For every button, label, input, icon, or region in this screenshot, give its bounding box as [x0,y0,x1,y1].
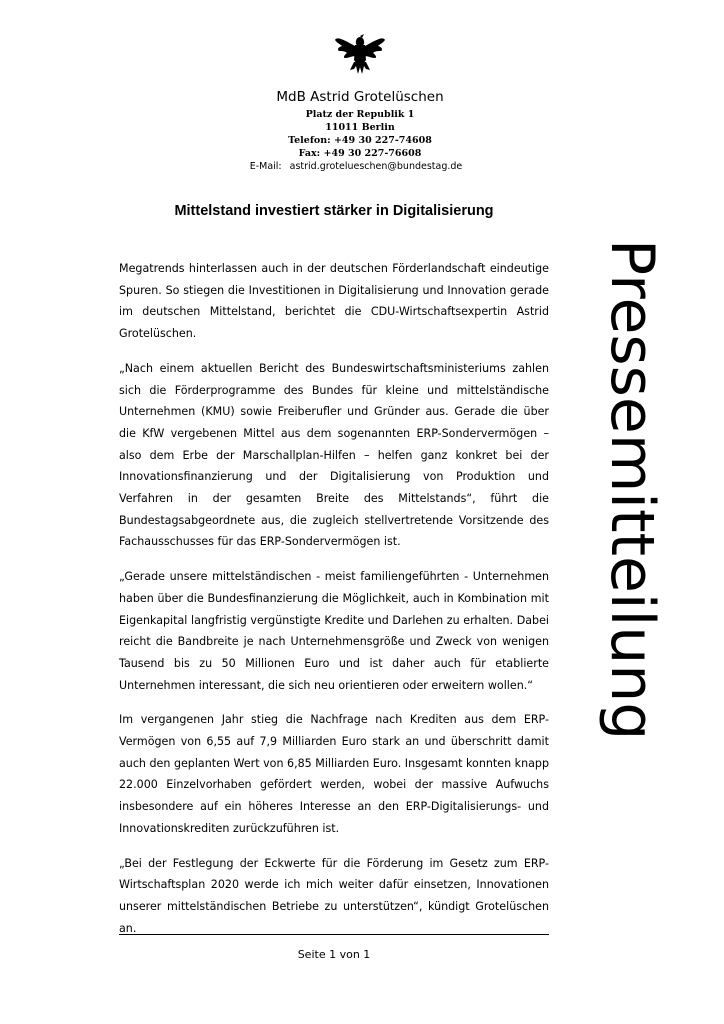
paragraph: „Nach einem aktuellen Bericht des Bundeswirtschaftsministeriums zahlen sich die Förderprogramme des Bundes für kleine und mittelständische Unternehmen (KMU) sowie Freiberufler und Gründer aus. Gerade die über die KfW vergebenen Mittel aus dem sogenannten ERP-Sondervermögen – also dem Erbe der Marschallplan-Hilfen – helfen ganz konkret bei der Innovationsfinanzierung und der Digitalisierung von Produktion und Verfahren in der gesamten Breite des Mittelstands“, führt die Bundestagsabgeordnete aus, die zugleich stellvertretende Vorsitzende des Fachausschusses für das ERP-Sondervermögen ist. [119,361,549,549]
page-number: Seite 1 von 1 [297,948,371,961]
email-line [190,160,530,174]
fax-line: Fax: +49 30 227-76608 [298,148,422,159]
side-title-text: Pressemitteilung [597,239,667,741]
press-release-side-title [562,120,702,860]
headline: Mittelstand investiert stärker in Digitalisierung [174,203,494,219]
email-address: astrid.grotelueschen@bundestag.de [289,161,463,172]
paragraph: Im vergangenen Jahr stieg die Nachfrage nach Krediten aus dem ERP-Vermögen von 6,55 auf 7,9 Milliarden Euro stark an und überschritt damit auch den geplanten Wert von 6,85 Milliarden Euro. Insgesamt konnten knapp 22.000 Einzelvorhaben gefördert werden, wobei der massive Aufwuchs insbesondere auf ein höheres Interesse an den ERP-Digitalisierungs- und Innovationskrediten zurückzuführen ist. [119,713,549,835]
address-line: Platz der Republik 1 [305,109,415,120]
letterhead [190,88,530,174]
paragraph: „Bei der Festlegung der Eckwerte für die Förderung im Gesetz zum ERP-Wirtschaftsplan 2020 werde ich mich weiter dafür einsetzen, Innovationen unserer mittelständischen Betriebe zu unterstützen“, kündigt Grotelüschen an. [119,856,549,935]
email-label: E-Mail: [249,161,282,172]
city-line: 11011 Berlin [325,122,395,133]
body-text [119,258,549,952]
mp-name: MdB Astrid Grotelüschen [276,89,444,105]
federal-eagle-logo [334,26,386,78]
paragraph: Megatrends hinterlassen auch in der deutschen Förderlandschaft eindeutige Spuren. So stiegen die Investitionen in Digitalisierung und Innovation gerade im deutschen Mittelstand, berichtet die CDU-Wirtschaftsexpertin Astrid Grotelüschen. [119,262,549,341]
phone-line: Telefon: +49 30 227-74608 [288,135,432,146]
footer-divider [119,934,549,935]
paragraph: „Gerade unsere mittelständischen - meist familiengeführten - Unternehmen haben über die Bundesfinanzierung die Möglichkeit, auch in Kombination mit Eigenkapital langfristig vergünstigte Kredite und Darlehen zu erhalten. Dabei reicht die Bandbreite je nach Unternehmensgröße und Zweck von wenigen Tausend bis zu 50 Millionen Euro und ist daher auch für etablierte Unternehmen interessant, die sich neu orientieren oder erweitern wollen.“ [119,570,549,692]
